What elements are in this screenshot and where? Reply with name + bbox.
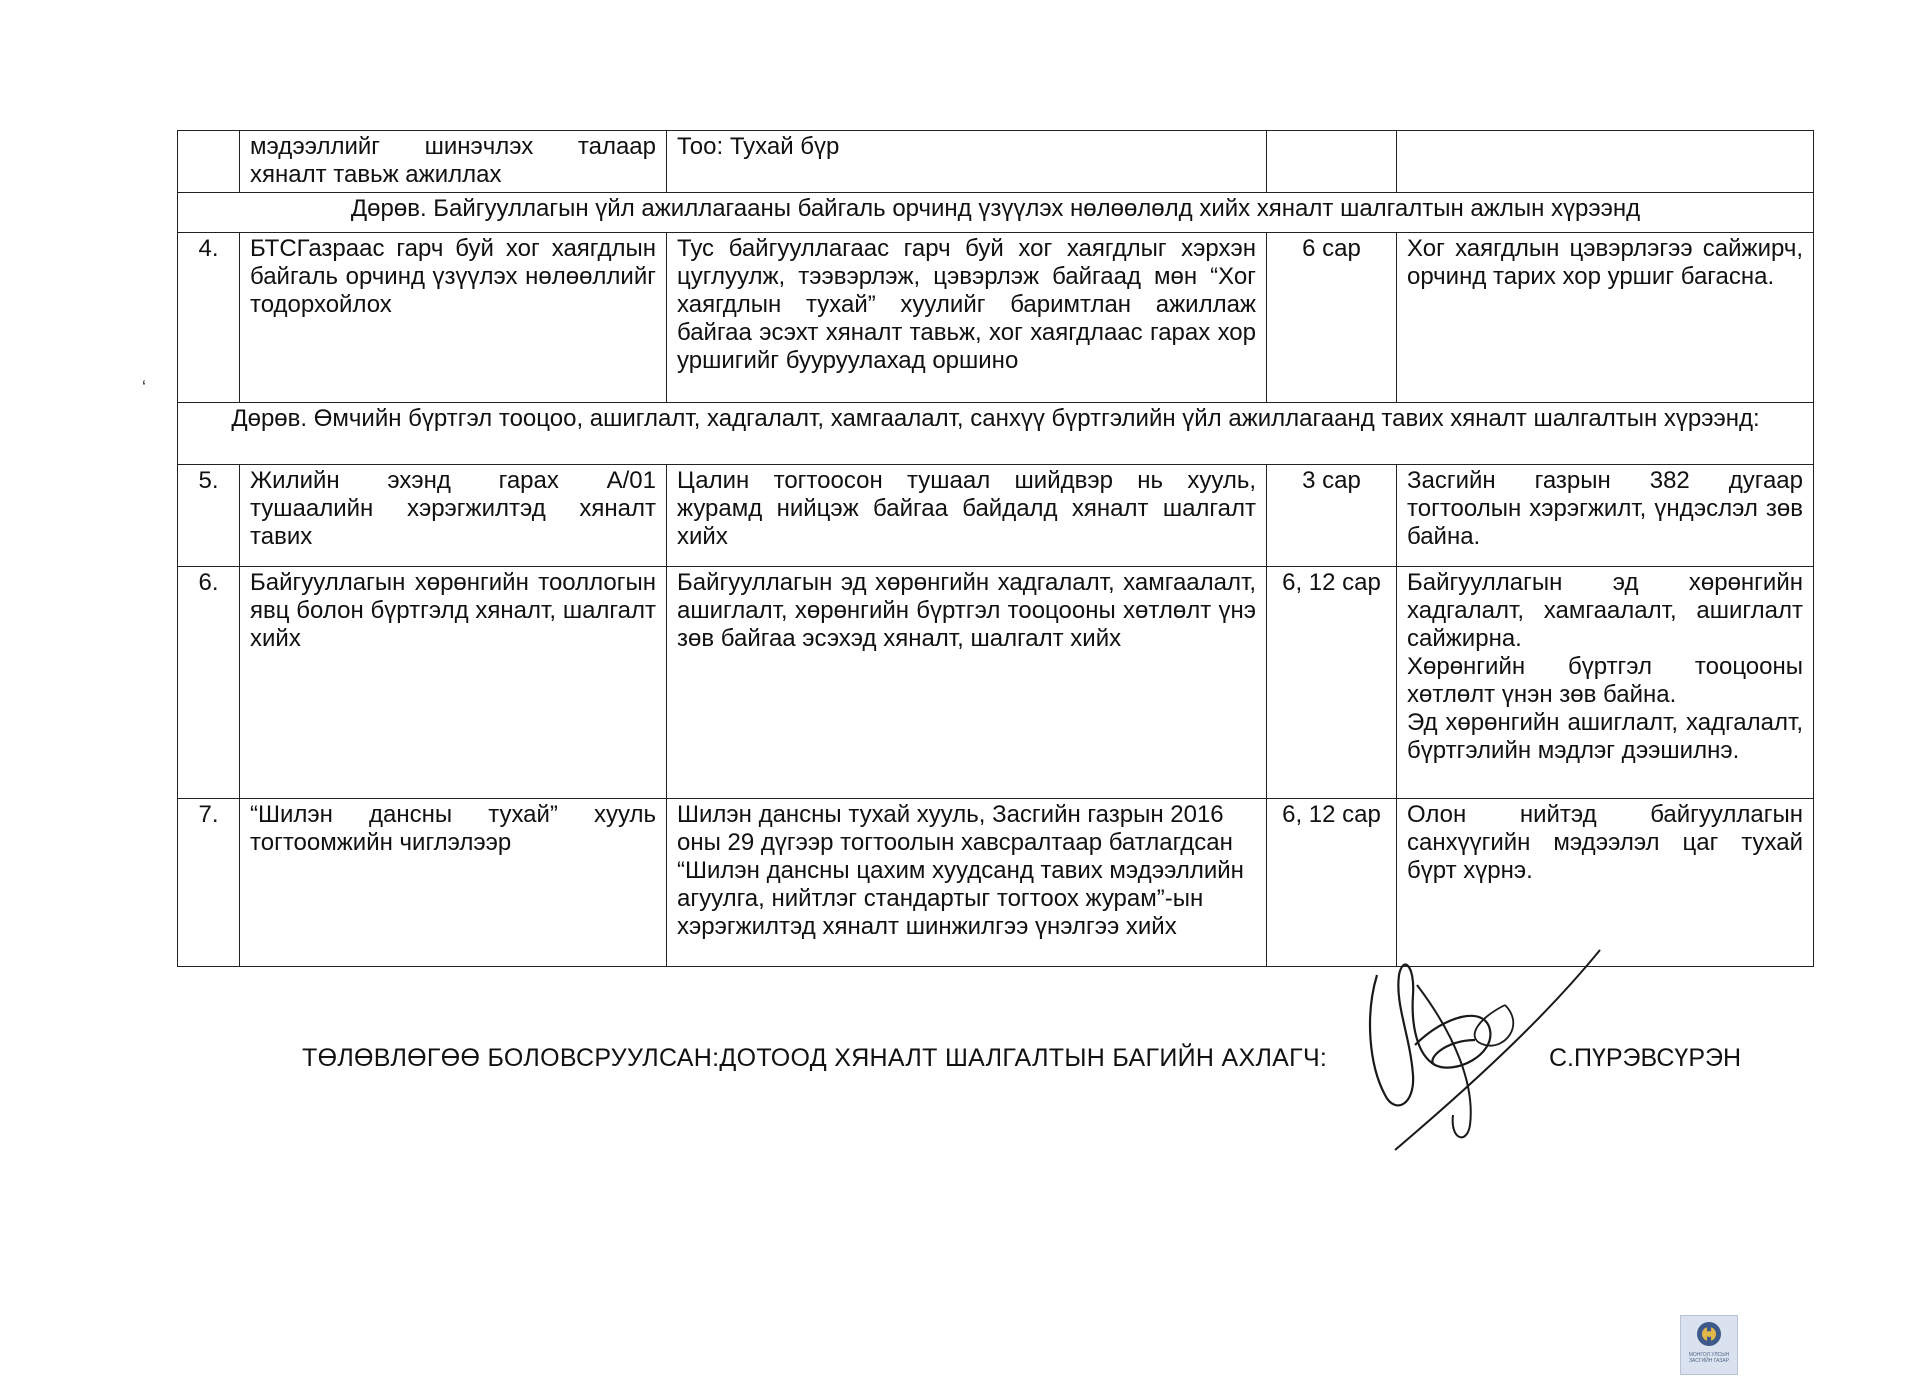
deadline-cell: 3 сар <box>1267 465 1397 567</box>
row-number: 5. <box>178 465 240 567</box>
measure-cell: Байгууллагын хөрөнгийн тооллогын явц болон бүртгэлд хяналт, шалгалт хийх <box>240 567 667 799</box>
result-cell <box>1397 567 1814 799</box>
measure-cell: мэдээллийг шинэчлэх талаар хяналт тавьж ажиллах <box>240 131 667 193</box>
section-heading-property: Дөрөв. Өмчийн бүртгэл тооцоо, ашиглалт, хадгалалт, хамгаалалт, санхүү бүртгэлийн үйл ажиллагаанд тавих хяналт шалгалтын хүрээнд: <box>178 403 1814 465</box>
government-seal <box>1680 1315 1738 1375</box>
seal-text: МОНГОЛ УЛСЫН ЗАСГИЙН ГАЗАР <box>1688 1352 1730 1364</box>
result-line: Эд хөрөнгийн ашиглалт, хадгалалт, бүртгэлийн мэдлэг дээшилнэ. <box>1407 709 1803 764</box>
section-heading-environment: Дөрөв. Байгууллагын үйл ажиллагааны байгаль орчинд үзүүлэх нөлөөлөлд хийх хяналт шалгалтын ажлын хүрээнд <box>178 193 1814 233</box>
table-row <box>178 465 1814 567</box>
deadline-cell: 6 сар <box>1267 233 1397 403</box>
deadline-cell <box>1267 131 1397 193</box>
section-row <box>178 403 1814 465</box>
indicator-cell: Байгууллагын эд хөрөнгийн хадгалалт, хамгаалалт, ашиглалт, хөрөнгийн бүртгэл тооцооны хөтлөлт үнэ зөв байгаа эсэхэд хяналт, шалгалт хийх <box>667 567 1267 799</box>
signatory-name: С.ПҮРЭВСҮРЭН <box>1549 1044 1742 1072</box>
audit-plan-table <box>177 130 1814 967</box>
measure-cell: “Шилэн дансны тухай” хууль тогтоомжийн чиглэлээр <box>240 799 667 967</box>
measure-cell: Жилийн эхэнд гарах А/01 тушаалийн хэрэгжилтэд хяналт тавих <box>240 465 667 567</box>
result-line: Хөрөнгийн бүртгэл тооцооны хөтлөлт үнэн зөв байна. <box>1407 653 1803 708</box>
table-row <box>178 567 1814 799</box>
indicator-cell: Цалин тогтоосон тушаал шийдвэр нь хууль, журамд нийцэж байгаа байдалд хяналт шалгалт хийх <box>667 465 1267 567</box>
deadline-cell: 6, 12 сар <box>1267 799 1397 967</box>
row-number: 6. <box>178 567 240 799</box>
deadline-cell: 6, 12 сар <box>1267 567 1397 799</box>
result-cell: Олон нийтэд байгууллагын санхүүгийн мэдээлэл цаг тухай бүрт хүрнэ. <box>1397 799 1814 967</box>
measure-cell: БТСГазраас гарч буй хог хаягдлын байгаль орчинд үзүүлэх нөлөөллийг тодорхойлох <box>240 233 667 403</box>
table-row <box>178 131 1814 193</box>
indicator-cell: Тус байгууллагаас гарч буй хог хаягдлыг хэрхэн цуглуулж, тээвэрлэж, цэвэрлэж байгаад мөн “Хог хаягдлын тухай” хуулийг баримтлан ажиллаж байгаа эсэхт хяналт тавьж, хог хаягдлаас гарах хор уршигийг бууруулахад оршино <box>667 233 1267 403</box>
row-number: 4. <box>178 233 240 403</box>
result-cell: Засгийн газрын 382 дугаар тогтоолын хэрэгжилт, үндэслэл зөв байна. <box>1397 465 1814 567</box>
row-number: 7. <box>178 799 240 967</box>
section-row <box>178 193 1814 233</box>
table-row <box>178 233 1814 403</box>
stray-mark: ʻ <box>142 378 146 398</box>
indicator-cell: Тоо: Тухай бүр <box>667 131 1267 193</box>
result-cell: Хог хаягдлын цэвэрлэгээ сайжирч, орчинд тарих хор уршиг багасна. <box>1397 233 1814 403</box>
prepared-by-label: ТӨЛӨВЛӨГӨӨ БОЛОВСРУУЛСАН:ДОТООД ХЯНАЛТ ШАЛГАЛТЫН БАГИЙН АХЛАГЧ: <box>302 1044 1328 1072</box>
emblem-icon <box>1694 1320 1724 1352</box>
indicator-cell: Шилэн дансны тухай хууль, Засгийн газрын 2016 оны 29 дүгээр тогтоолын хавсралтаар батлагдсан “Шилэн дансны цахим хуудсанд тавих мэдээллийн агуулга, нийтлэг стандартыг тогтоох журам”-ын хэрэгжилтэд хяналт шинжилгээ үнэлгээ хийх <box>667 799 1267 967</box>
result-cell <box>1397 131 1814 193</box>
result-line: Байгууллагын эд хөрөнгийн хадгалалт, хамгаалалт, ашиглалт сайжирна. <box>1407 569 1803 652</box>
row-number <box>178 131 240 193</box>
table-row <box>178 799 1814 967</box>
